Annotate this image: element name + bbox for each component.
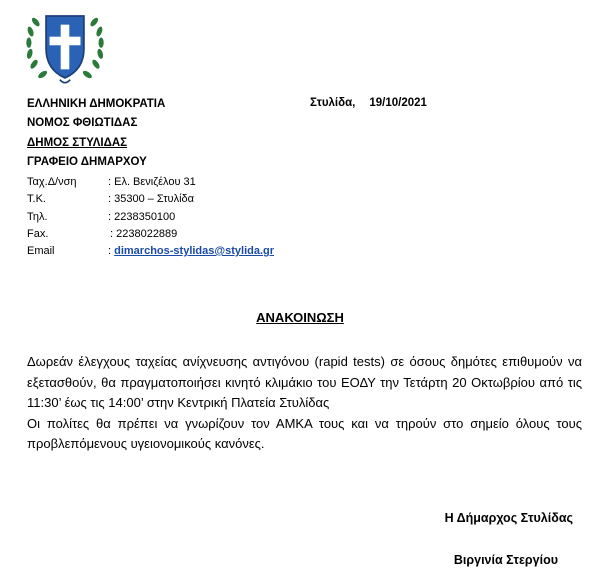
signatory-role: Η Δήμαρχος Στυλίδας	[444, 511, 573, 525]
postal-code-value: : 35300 – Στυλίδα	[108, 193, 194, 205]
address-label: Ταχ.Δ/νση	[27, 176, 77, 188]
email-value	[108, 244, 274, 258]
place: Στυλίδα,	[310, 97, 356, 109]
republic-heading: ΕΛΛΗΝΙΚΗ ΔΗΜΟΚΡΑΤΙΑ	[27, 98, 166, 110]
announcement-paragraph-2: Οι πολίτες θα πρέπει να γνωρίζουν τον ΑΜΚΑ τους και να τηρούν στο σημείο όλους τους προβλεπόμενους υγειονομικούς κανόνες.	[27, 415, 582, 451]
phone-label: Τηλ.	[27, 211, 48, 223]
postal-code-label: Τ.Κ.	[27, 193, 46, 205]
mayor-office-heading: ΓΡΑΦΕΙΟ ΔΗΜΑΡΧΟΥ	[27, 156, 147, 168]
announcement-title: ΑΝΑΚΟΙΝΩΣΗ	[256, 310, 344, 325]
fax-label: Fax.	[27, 228, 49, 240]
announcement-body	[27, 352, 582, 455]
email-separator: :	[108, 245, 115, 257]
date: 19/10/2021	[369, 97, 427, 109]
email-link[interactable]: dimarchos-stylidas@stylida.gr	[114, 245, 275, 257]
announcement-paragraph-1: Δωρεάν έλεγχους ταχείας ανίχνευσης αντιγόνου (rapid tests) σε όσους δημότες επιθυμούν να εξετασθούν, θα πραγματοποιήσει κινητό κλιμάκιο του ΕΟΔΥ την Τετάρτη 20 Οκτωβρίου από τις 11:30’ έως τις 14:00’ στην Κεντρική Πλατεία Στυλίδας	[27, 354, 582, 410]
address-value: : Ελ. Βενιζέλου 31	[108, 176, 196, 188]
signatory-name: Βιργινία Στεργίου	[453, 553, 558, 567]
fax-value: : 2238022889	[110, 228, 178, 240]
phone-value: : 2238350100	[108, 211, 176, 223]
prefecture-heading: ΝΟΜΟΣ ΦΘΙΩΤΙΔΑΣ	[27, 117, 138, 129]
place-date	[310, 97, 427, 109]
municipality-heading: ΔΗΜΟΣ ΣΤΥΛΙΔΑΣ	[27, 137, 128, 149]
email-label: Email	[27, 245, 55, 257]
greek-coat-of-arms-emblem	[22, 4, 108, 90]
